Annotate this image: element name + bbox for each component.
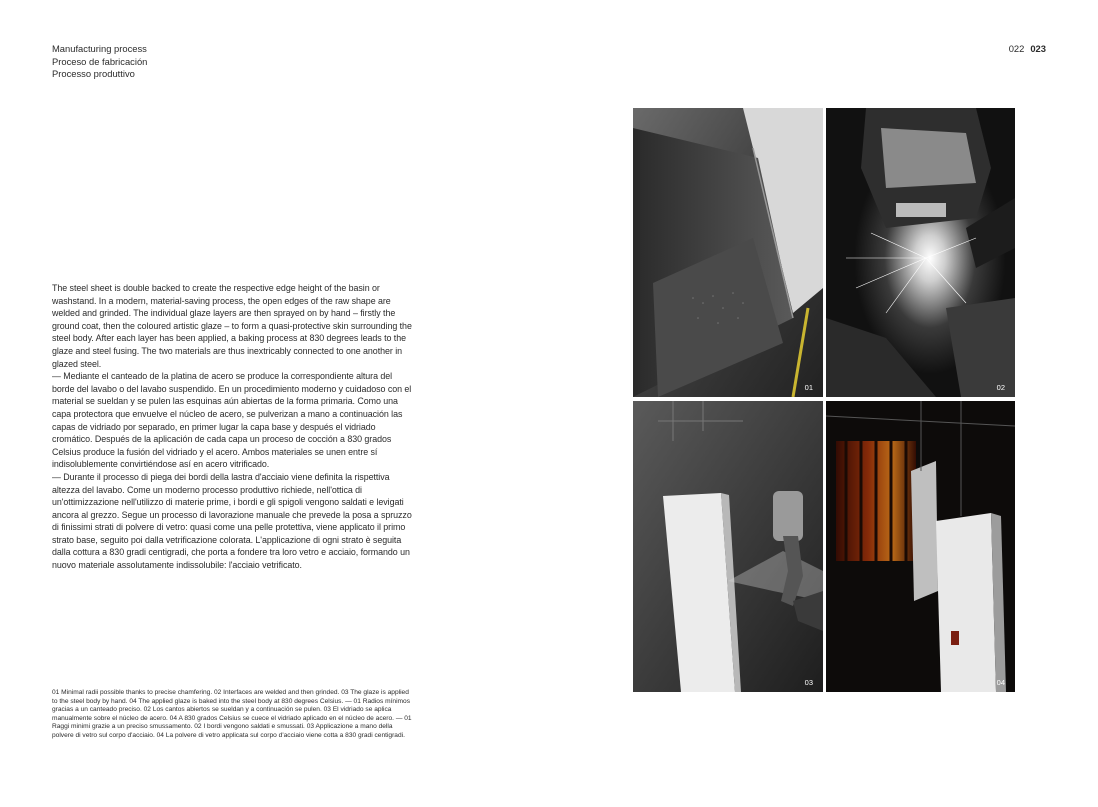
header-title-es: Proceso de fabricación: [52, 55, 148, 67]
photo-welding: [826, 108, 1015, 397]
page-number-right: 023: [1030, 43, 1046, 54]
body-text: [52, 282, 412, 572]
photo-number: 01: [804, 383, 813, 392]
photo-number: 02: [996, 383, 1005, 392]
photo-steel-edge: [633, 108, 823, 397]
body-paragraph-it: — Durante il processo di piega dei bordi della lastra d'acciaio viene definita la rispettiva altezza del lavabo. Come un moderno processo produttivo richiede, nell'ottica di un'ottimizzazione nell'utilizzo di materie prime, i bordi e gli spigoli vengono saldati e levigati ancora al grezzo. Segue un processo di lavorazione manuale che prevede la posa a spruzzo di finissimi strati di polvere di vetro: quasi come una pelle protettiva, viene applicato il primo strato base, seguito poi dalla vetrificazione colorata. L'applicazione di ogni strato è seguita dalla cottura a 830 gradi centigradi, che porta a fondere tra loro vetro e acciaio, formando un nuovo materiale assolutamente indissolubile: l'acciaio vetrificato.: [52, 471, 412, 571]
page-number-left: 022: [1008, 43, 1025, 54]
photo-spray-glazing: [633, 401, 823, 692]
photo-number: 04: [996, 678, 1005, 687]
photo-kiln: [826, 401, 1015, 692]
photo-number: 03: [804, 678, 813, 687]
body-paragraph-en: The steel sheet is double backed to create the respective edge height of the basin or washstand. In a modern, material-saving process, the open edges of the raw shape are welded and grinded. The individual glaze layers are then sprayed on by hand – firstly the ground coat, then the coloured artistic glaze – to form a quasi-protective skin surrounding the steel body. After each layer has been applied, a baking process at 830 degrees leads to the glaze and steel fusing. The two materials are thus inextricably connected to one another in glazed steel.: [52, 283, 412, 369]
body-paragraph-es: — Mediante el canteado de la platina de acero se produce la correspondiente altura del borde del lavabo o del lavabo suspendido. En un procedimiento moderno y cuidadoso con el material se sueldan y se pulen las esquinas aún abiertas de la forma primaria. Como una capa protectora que envuelve el núcleo de acero, se pulverizan a mano a continuación las capas de vidriado por separado, en primer lugar la capa base y después el vidriado cromático. Después de la aplicación de cada capa un proceso de cocción a 830 grados Celsius produce la fusión del vidriado y el acero. Ambos materiales se unen entre sí indisolublemente convirtiéndose así en acero vitrificado.: [52, 371, 412, 470]
photo-captions: 01 Minimal radii possible thanks to precise chamfering. 02 Interfaces are welded and then grinded. 03 The glaze is applied to the steel body by hand. 04 The applied glaze is baked into the steel body at 830 degrees Celsius. — 01 Radios mínimos gracias a un canteado preciso. 02 Los cantos abiertos se sueldan y a continuación se pulen. 03 El vidriado se aplica manualmente sobre el núcleo de acero. 04 A 830 grados Celsius se cuece el vidriado aplicado en el núcleo de acero. — 01 Raggi minimi grazie a un preciso smussamento. 02 I bordi vengono saldati e smussati. 03 Applicazione a mano della polvere di vetro sul corpo d'acciaio. 04 La polvere di vetro applicata sul corpo d'acciaio viene cotta a 830 gradi centigradi.: [52, 689, 412, 739]
section-header: [52, 43, 147, 81]
header-title-en: Manufacturing process: [52, 43, 147, 54]
page-numbers: [1009, 43, 1046, 56]
header-title-it: Processo produttivo: [52, 68, 135, 80]
